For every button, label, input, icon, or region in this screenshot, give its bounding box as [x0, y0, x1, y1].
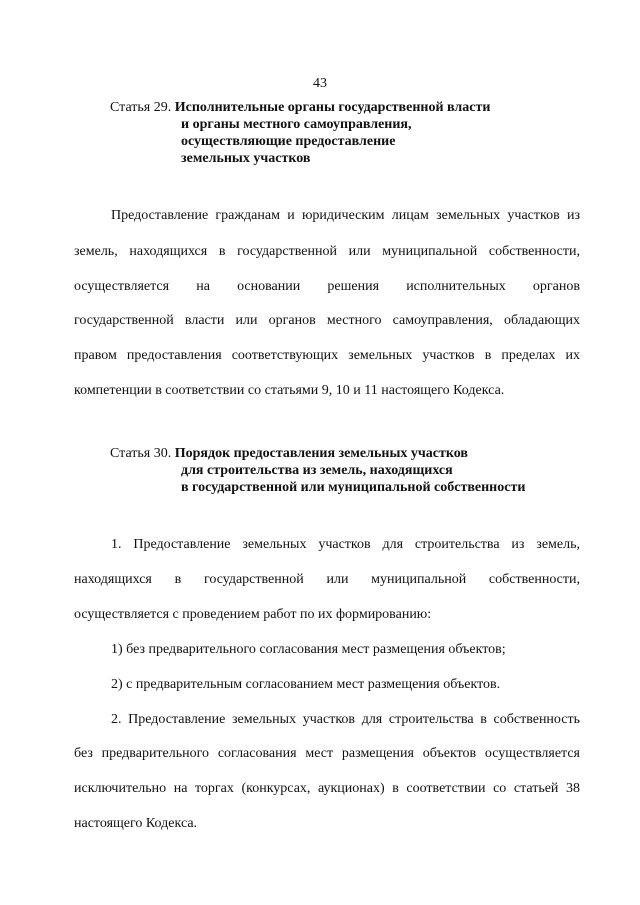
- article-30-title-line: в государственной или муниципальной собственности: [181, 480, 526, 495]
- article-30-paragraph-line: настоящего Кодекса.: [74, 816, 198, 831]
- article-29-title-line: земельных участков: [181, 151, 311, 166]
- article-30-paragraph-line: осуществляется с проведением работ по их формированию:: [74, 607, 432, 622]
- article-29-label: Статья 29.: [110, 100, 175, 115]
- article-30-heading-line-1: [110, 445, 525, 462]
- article-30-paragraph-line: 1. Предоставление земельных участков для строительства из земель,: [111, 537, 580, 552]
- article-29-paragraph-line: Предоставление гражданам и юридическим лицам земельных участков из: [111, 208, 580, 223]
- article-29-title-line: Исполнительные органы государственной власти: [174, 100, 491, 115]
- article-30-paragraph-line: без предварительного согласования мест размещения объектов осуществляется: [74, 746, 580, 761]
- article-30-list-item: 2) с предварительным согласованием мест размещения объектов.: [111, 677, 501, 692]
- article-30-paragraph-line: находящихся в государственной или муниципальной собственности,: [74, 572, 580, 587]
- article-29-paragraph-line: правом предоставления соответствующих земельных участков в пределах их: [74, 348, 580, 363]
- article-29-paragraph-line: государственной власти или органов местного самоуправления, обладающих: [74, 313, 580, 328]
- article-30-label: Статья 30.: [110, 446, 175, 461]
- article-30-title-line: Порядок предоставления земельных участков: [174, 446, 468, 461]
- article-29-heading: [110, 99, 490, 167]
- article-29-title-line: и органы местного самоуправления,: [181, 117, 412, 132]
- article-29-paragraph-line: осуществляется на основании решения исполнительных органов: [74, 279, 580, 294]
- article-30-paragraph-line: исключительно на торгах (конкурсах, аукционах) в соответствии со статьей 38: [74, 781, 580, 796]
- article-29-paragraph-line: компетенции в соответствии со статьями 9, 10 и 11 настоящего Кодекса.: [74, 383, 505, 398]
- article-30-title-line: для строительства из земель, находящихся: [181, 463, 453, 478]
- page-number: 43: [313, 76, 327, 91]
- article-30-paragraph-line: 2. Предоставление земельных участков для строительства в собственность: [111, 712, 580, 727]
- article-29-heading-line-1: [110, 99, 490, 116]
- article-29-paragraph-line: земель, находящихся в государственной или муниципальной собственности,: [74, 244, 580, 259]
- article-30-list-item: 1) без предварительного согласования мест размещения объектов;: [111, 642, 506, 657]
- article-29-title-line: осуществляющие предоставление: [181, 134, 396, 149]
- article-30-heading: [110, 445, 525, 496]
